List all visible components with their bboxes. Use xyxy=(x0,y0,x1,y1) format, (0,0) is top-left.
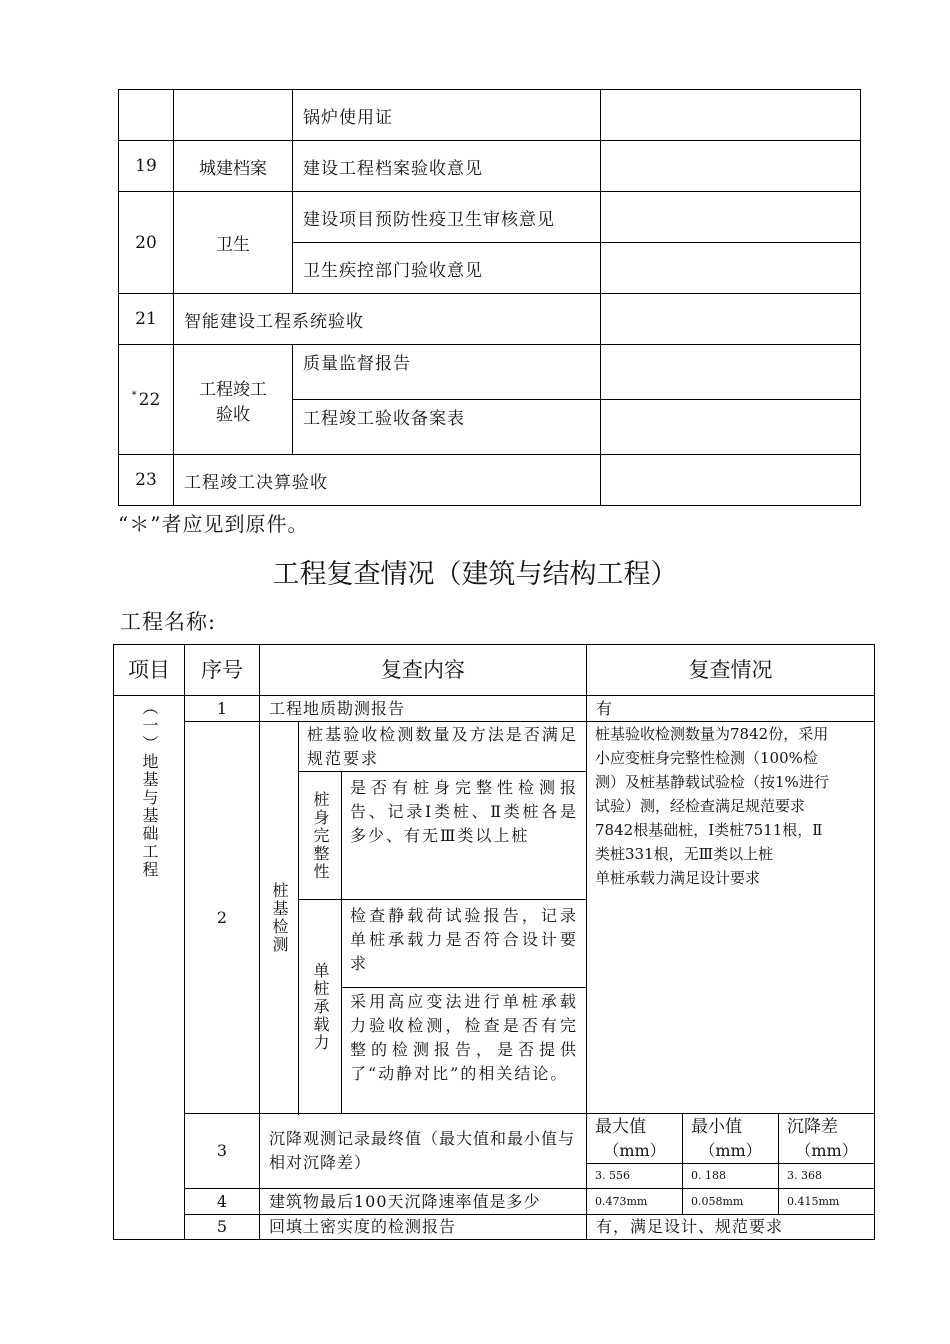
original-required-note: “＊”者应见到原件。 xyxy=(118,512,309,536)
table-row xyxy=(114,696,875,722)
status-line: 桩基验收检测数量为7842份，采用 xyxy=(595,725,829,743)
status-line: 测）及桩基静载试验检（按1%进行 xyxy=(595,773,829,791)
content-cell: 智能建设工程系统验收 xyxy=(174,294,601,345)
category-line: 工程竣工 xyxy=(199,379,267,400)
min-label: 最小值 xyxy=(691,1116,743,1137)
content-cell: 回填土密实度的检测报告 xyxy=(260,1215,587,1240)
integrity-label: 桩身完整性 xyxy=(311,790,330,881)
project-name-label: 工程名称: xyxy=(120,610,217,634)
content-cell: 工程竣工验收备案表 xyxy=(293,400,601,455)
category-line: 验收 xyxy=(216,404,250,425)
table-row xyxy=(119,192,861,243)
table-row xyxy=(114,722,875,772)
header-status: 复查情况 xyxy=(587,645,875,696)
status-cell xyxy=(587,722,875,1114)
status-line: 试验）测，经检查满足规范要求 xyxy=(595,797,806,815)
seq-cell: 1 xyxy=(185,696,260,722)
table-row xyxy=(119,141,861,192)
max-value: 0.473mm xyxy=(587,1189,683,1215)
status-line: 类桩331根，无Ⅲ类以上桩 xyxy=(595,845,774,863)
status-line: 单桩承载力满足设计要求 xyxy=(595,869,761,887)
capacity-label: 单桩承载力 xyxy=(311,961,330,1052)
pile-group-cell xyxy=(260,722,299,1114)
check-cell xyxy=(601,90,861,141)
no-cell: 21 xyxy=(119,294,174,345)
pile-group-label: 桩基检测 xyxy=(270,881,289,954)
no-cell: 23 xyxy=(119,455,174,506)
seq-cell: 5 xyxy=(185,1215,260,1240)
table-row xyxy=(114,1114,875,1164)
table-row xyxy=(119,294,861,345)
content-cell: 沉降观测记录最终值（最大值和最小值与相对沉降差） xyxy=(260,1114,587,1189)
no-cell xyxy=(119,90,174,141)
table-row xyxy=(119,455,861,506)
max-label: 最大值 xyxy=(595,1116,647,1137)
category-cell xyxy=(174,345,293,455)
no-cell: 20 xyxy=(119,192,174,294)
table-row xyxy=(114,1189,875,1215)
max-value: 3. 556 xyxy=(587,1164,683,1189)
content-cell: 建筑物最后100天沉降速率值是多少 xyxy=(260,1189,587,1215)
table-row xyxy=(119,345,861,400)
header-content: 复查内容 xyxy=(260,645,587,696)
min-label-cell xyxy=(683,1114,779,1164)
acceptance-docs-table xyxy=(118,89,861,506)
page-title: 工程复查情况（建筑与结构工程） xyxy=(272,559,678,590)
status-line: 小应变桩身完整性检测（100%检 xyxy=(595,749,818,767)
seq-cell: 4 xyxy=(185,1189,260,1215)
max-label-cell xyxy=(587,1114,683,1164)
check-cell xyxy=(601,294,861,345)
content-cell: 是否有桩身完整性检测报告、记录Ⅰ类桩、Ⅱ类桩各是多少、有无Ⅲ类以上桩 xyxy=(342,772,587,900)
capacity-label-cell xyxy=(299,900,342,1114)
content-cell: 桩基验收检测数量及方法是否满足规范要求 xyxy=(299,722,587,772)
table-row xyxy=(114,1215,875,1240)
review-table xyxy=(113,644,875,1240)
check-cell xyxy=(601,400,861,455)
section-label: （一）地基与基础工程 xyxy=(140,699,159,879)
category-cell: 卫生 xyxy=(174,192,293,294)
category-cell: 城建档案 xyxy=(174,141,293,192)
category-cell xyxy=(174,90,293,141)
integrity-label-cell xyxy=(299,772,342,900)
status-cell: 有 xyxy=(587,696,875,722)
content-cell: 建设项目预防性疫卫生审核意见 xyxy=(293,192,601,243)
header-row xyxy=(114,645,875,696)
content-cell: 工程地质勘测报告 xyxy=(260,696,587,722)
required-star: * xyxy=(131,389,137,401)
section-cell xyxy=(114,696,185,1240)
diff-value: 3. 368 xyxy=(779,1164,875,1189)
check-cell xyxy=(601,141,861,192)
no-cell: 19 xyxy=(119,141,174,192)
status-cell: 有，满足设计、规范要求 xyxy=(587,1215,875,1240)
header-item: 项目 xyxy=(114,645,185,696)
content-cell: 建设工程档案验收意见 xyxy=(293,141,601,192)
status-line: 7842根基础桩，Ⅰ类桩7511根，Ⅱ xyxy=(595,821,823,839)
content-cell: 检查静载荷试验报告，记录单桩承载力是否符合设计要求 xyxy=(342,900,587,988)
diff-value: 0.415mm xyxy=(779,1189,875,1215)
diff-label-cell xyxy=(779,1114,875,1164)
diff-label: 沉降差 xyxy=(787,1116,839,1137)
content-cell: 质量监督报告 xyxy=(293,345,601,400)
check-cell xyxy=(601,192,861,243)
no-cell xyxy=(119,345,174,455)
check-cell xyxy=(601,243,861,294)
min-value: 0.058mm xyxy=(683,1189,779,1215)
seq-cell: 2 xyxy=(185,722,260,1114)
unit-label: （mm） xyxy=(699,1140,762,1160)
content-cell: 卫生疾控部门验收意见 xyxy=(293,243,601,294)
check-cell xyxy=(601,345,861,400)
seq-cell: 3 xyxy=(185,1114,260,1189)
table-row xyxy=(119,90,861,141)
unit-label: （mm） xyxy=(603,1140,666,1160)
unit-label: （mm） xyxy=(795,1140,858,1160)
content-cell: 采用高应变法进行单桩承载力验收检测，检查是否有完整的检测报告，是否提供了“动静对比”的相关结论。 xyxy=(342,988,587,1114)
min-value: 0. 188 xyxy=(683,1164,779,1189)
header-seq: 序号 xyxy=(185,645,260,696)
check-cell xyxy=(601,455,861,506)
content-cell: 锅炉使用证 xyxy=(293,90,601,141)
content-cell: 工程竣工决算验收 xyxy=(174,455,601,506)
no-text: 22 xyxy=(138,389,161,410)
